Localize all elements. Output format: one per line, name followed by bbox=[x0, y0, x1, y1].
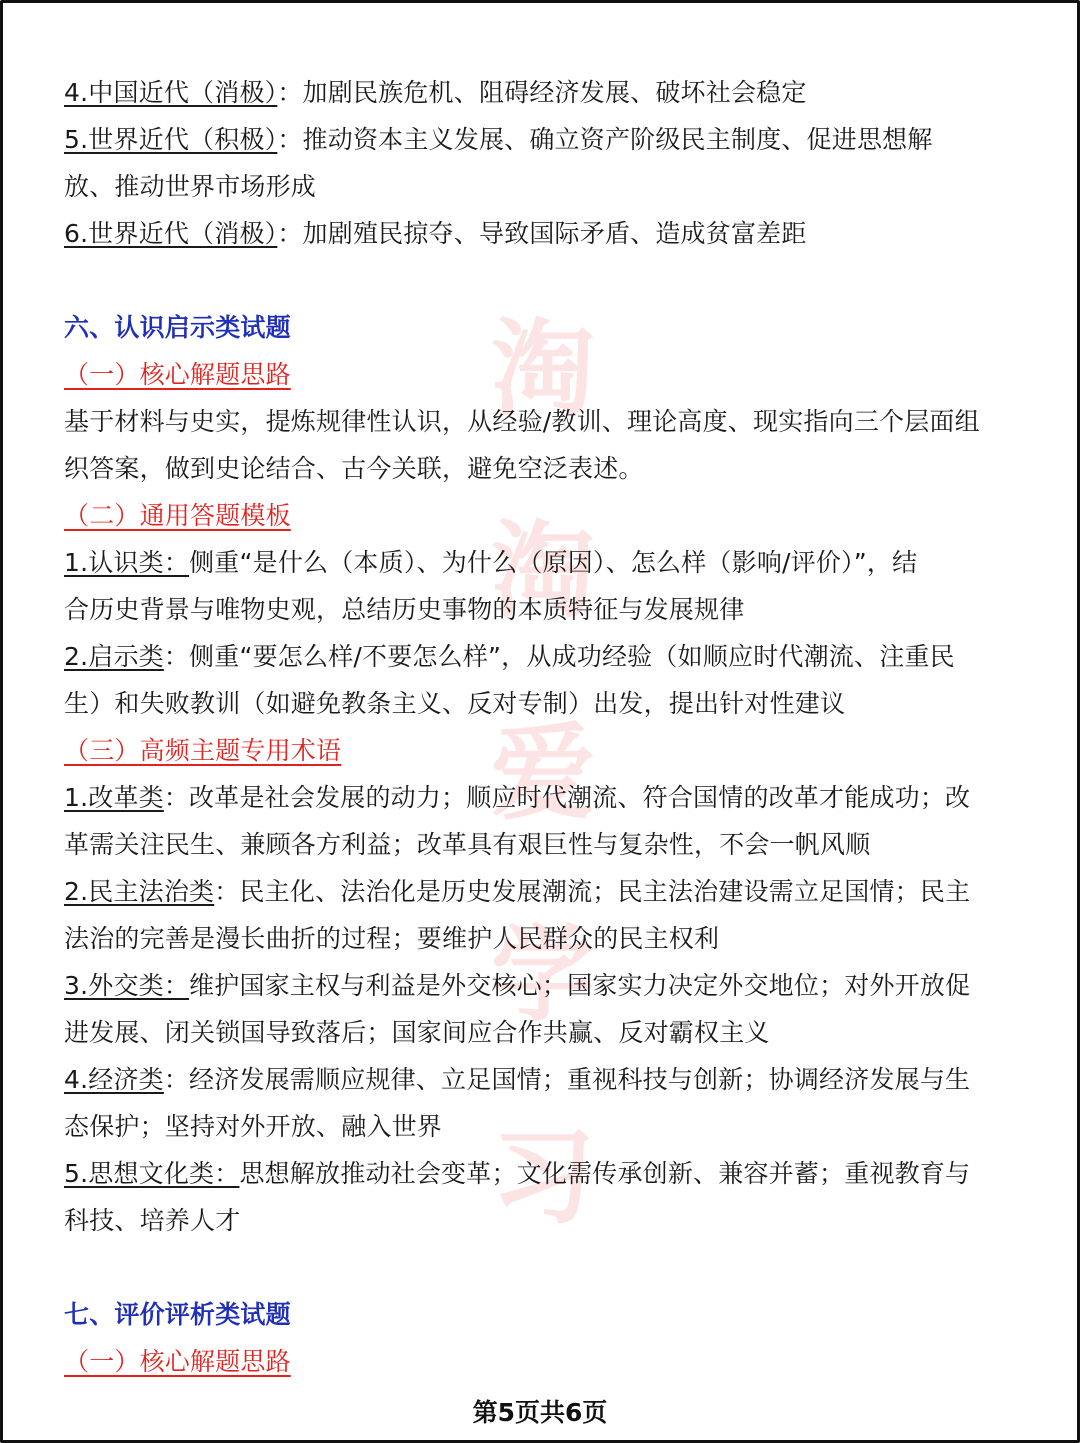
list-item bbox=[64, 539, 1024, 633]
watermark-char: 爱 bbox=[490, 711, 595, 834]
item-continuation: 革需关注民生、兼顾各方利益；改革具有艰巨性与复杂性，不会一帆风顺 bbox=[64, 830, 871, 859]
item-text: ：推动资本主义发展、确立资产阶级民主制度、促进思想解 bbox=[277, 125, 933, 154]
item-text: ：加剧殖民掠夺、导致国际矛盾、造成贫富差距 bbox=[277, 219, 807, 248]
section-title: 七、评价评析类试题 bbox=[64, 1300, 291, 1329]
item-text: ：民主化、法治化是历史发展潮流；民主法治建设需立足国情；民主 bbox=[214, 877, 971, 906]
list-item bbox=[64, 774, 1024, 868]
item-continuation: 法治的完善是漫长曲折的过程；要维护人民群众的民主权利 bbox=[64, 924, 720, 953]
watermark-char: 淘 bbox=[490, 509, 595, 632]
item-text: ：侧重“要怎么样/不要怎么样”，从成功经验（如顺应时代潮流、注重民 bbox=[163, 642, 955, 671]
page-content bbox=[64, 69, 1024, 1385]
item-text: 思想解放推动社会变革；文化需传承创新、兼容并蓄；重视教育与 bbox=[239, 1159, 971, 1188]
subsection-title: （一）核心解题思路 bbox=[64, 360, 291, 389]
item-continuation: 放、推动世界市场形成 bbox=[64, 172, 317, 201]
subsection-title: （二）通用答题模板 bbox=[64, 501, 291, 530]
page-number: 第5页共6页 bbox=[472, 1398, 608, 1427]
paragraph-line: 基于材料与史实，提炼规律性认识，从经验/教训、理论高度、现实指向三个层面组 bbox=[64, 407, 980, 436]
item-label: 4.经济类 bbox=[64, 1065, 164, 1094]
item-text: ：加剧民族危机、阻碍经济发展、破坏社会稳定 bbox=[277, 78, 807, 107]
watermark-char: 学 bbox=[490, 913, 595, 1036]
list-item bbox=[64, 868, 1024, 962]
item-label: 1.认识类： bbox=[64, 548, 190, 577]
item-text: ：改革是社会发展的动力；顺应时代潮流、符合国情的改革才能成功；改 bbox=[163, 783, 971, 812]
list-item bbox=[64, 69, 1024, 116]
list-item bbox=[64, 210, 1024, 257]
list-item bbox=[64, 1150, 1024, 1244]
section-title: 六、认识启示类试题 bbox=[64, 313, 291, 342]
watermark-char: 淘 bbox=[490, 307, 595, 430]
list-item bbox=[64, 633, 1024, 727]
item-label: 1.改革类 bbox=[64, 783, 164, 812]
item-label: 5.世界近代（积极） bbox=[64, 125, 278, 154]
item-continuation: 态保护；坚持对外开放、融入世界 bbox=[64, 1112, 443, 1141]
item-label: 2.民主法治类 bbox=[64, 877, 215, 906]
item-label: 5.思想文化类： bbox=[64, 1159, 240, 1188]
subsection-title: （三）高频主题专用术语 bbox=[64, 736, 342, 765]
item-label: 3.外交类： bbox=[64, 971, 190, 1000]
list-item bbox=[64, 962, 1024, 1056]
list-item bbox=[64, 1056, 1024, 1150]
subsection-title: （一）核心解题思路 bbox=[64, 1347, 291, 1376]
list-item bbox=[64, 116, 1024, 210]
item-label: 2.启示类 bbox=[64, 642, 164, 671]
item-continuation: 进发展、闭关锁国导致落后；国家间应合作共赢、反对霸权主义 bbox=[64, 1018, 770, 1047]
item-continuation: 合历史背景与唯物史观，总结历史事物的本质特征与发展规律 bbox=[64, 595, 745, 624]
item-text: 侧重“是什么（本质）、为什么（原因）、怎么样（影响/评价）”，结 bbox=[189, 548, 918, 577]
item-text: 维护国家主权与利益是外交核心；国家实力决定外交地位；对外开放促 bbox=[189, 971, 971, 1000]
item-continuation: 科技、培养人才 bbox=[64, 1206, 241, 1235]
paragraph-line: 织答案，做到史论结合、古今关联，避免空泛表述。 bbox=[64, 454, 644, 483]
item-continuation: 生）和失败教训（如避免教条主义、反对专制）出发，提出针对性建议 bbox=[64, 689, 846, 718]
item-label: 6.世界近代（消极） bbox=[64, 219, 278, 248]
watermark-char: 习 bbox=[490, 1115, 595, 1238]
item-label: 4.中国近代（消极） bbox=[64, 78, 278, 107]
item-text: ：经济发展需顺应规律、立足国情；重视科技与创新；协调经济发展与生 bbox=[163, 1065, 971, 1094]
